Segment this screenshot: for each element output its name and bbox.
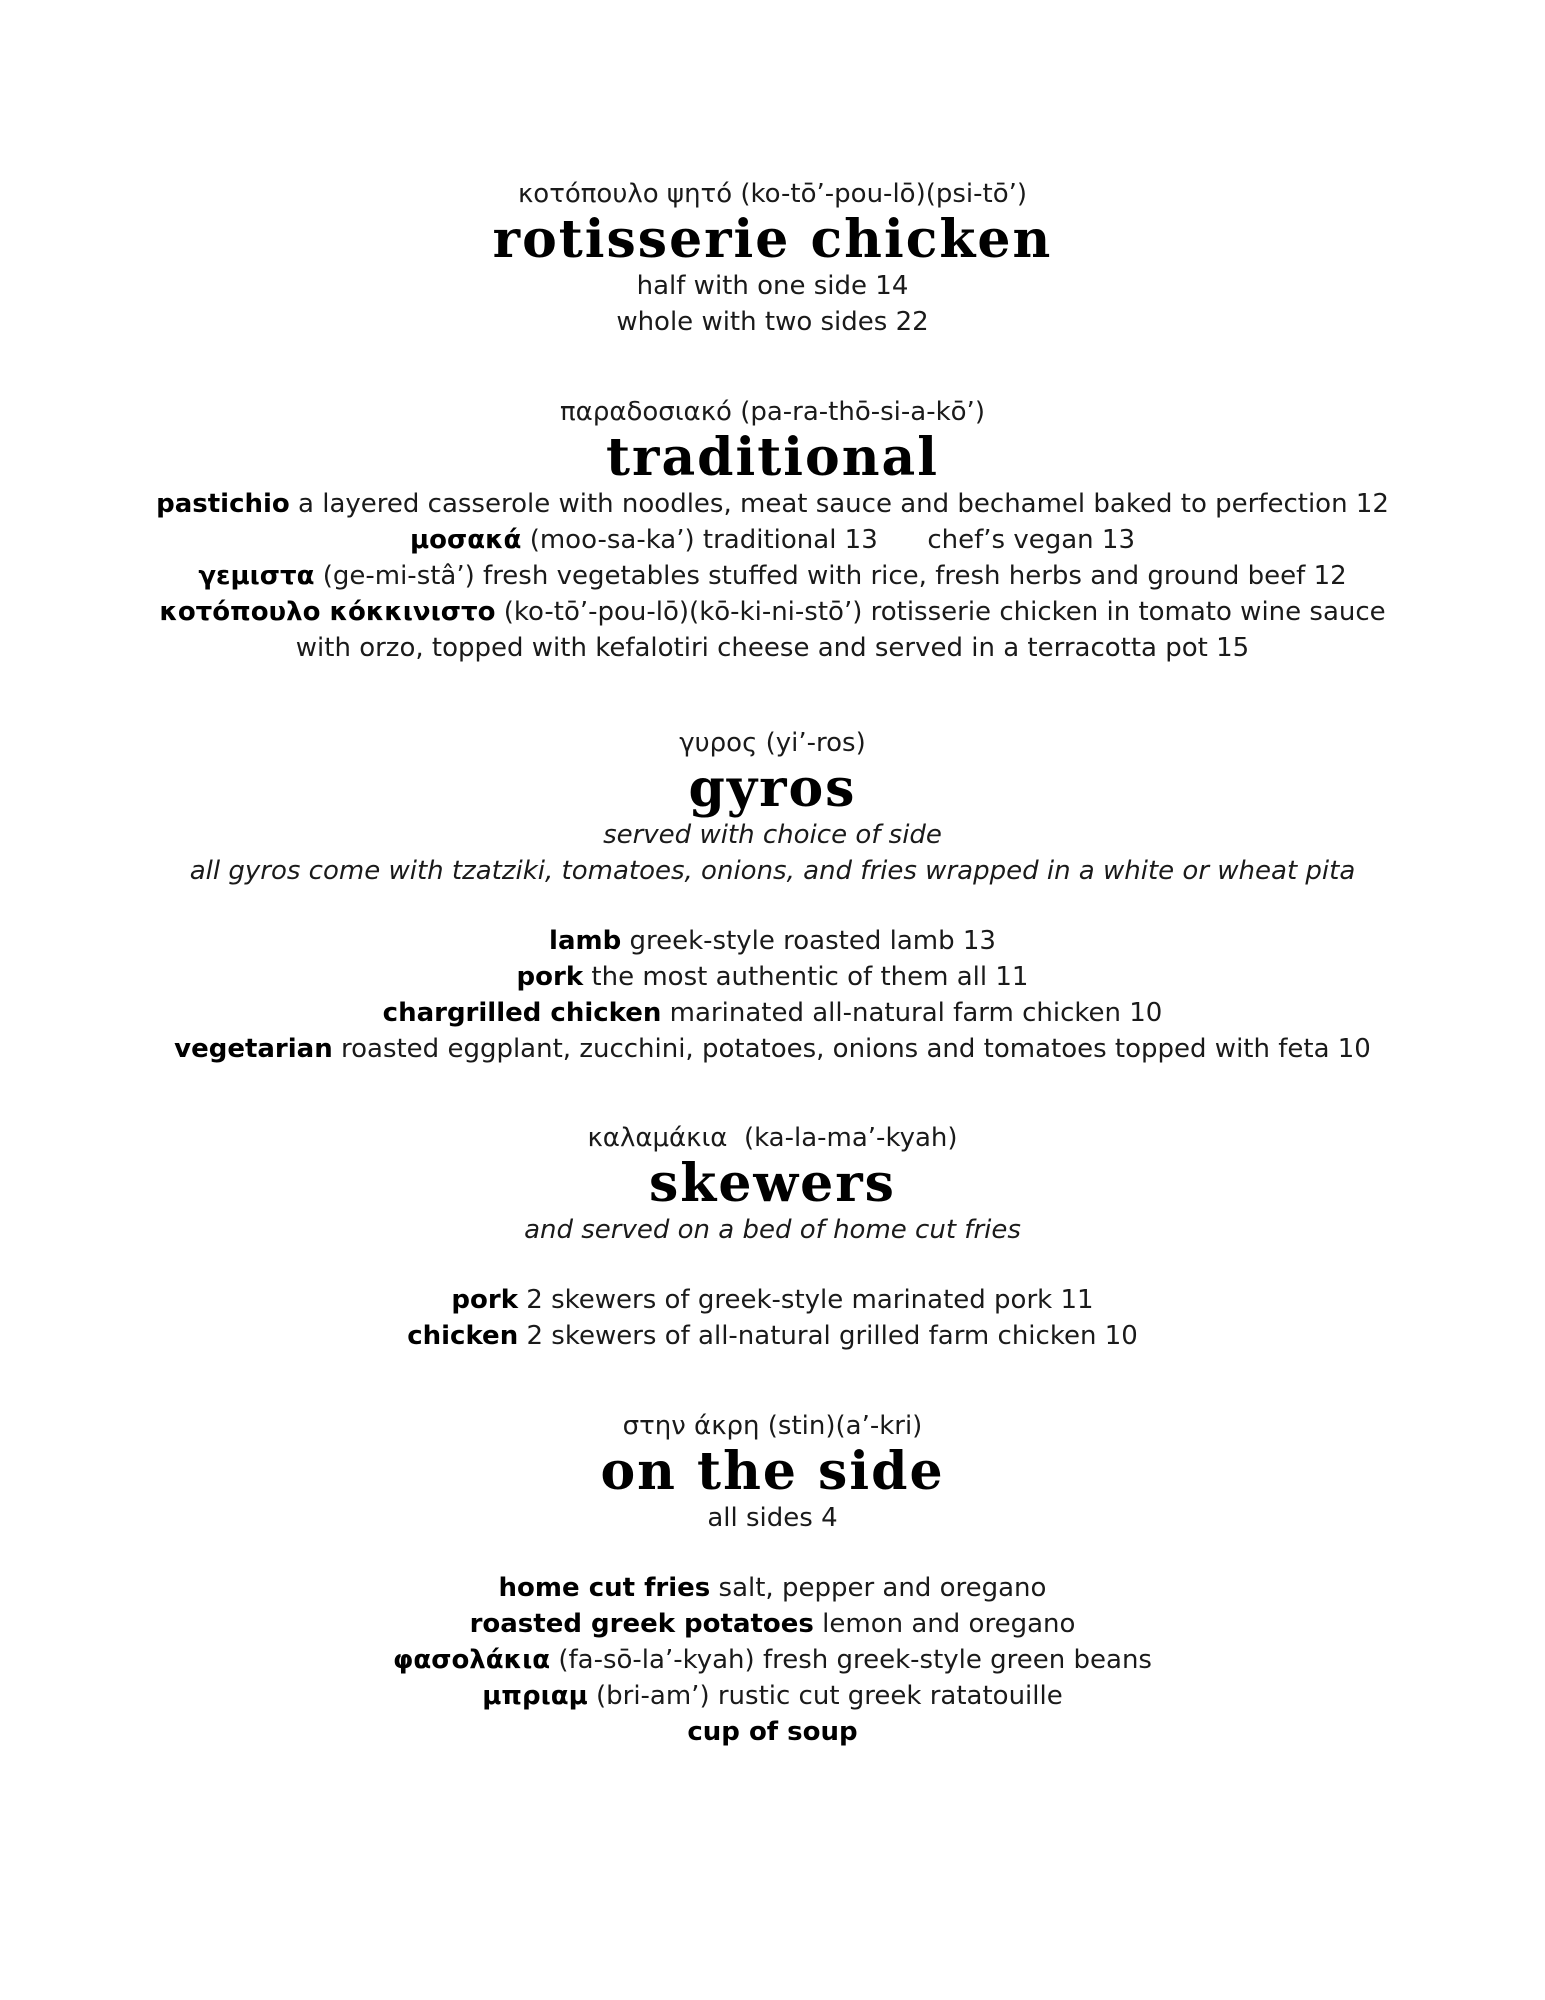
- item-name: chicken: [407, 1321, 519, 1351]
- menu-item: [0, 959, 1545, 995]
- item-description: a layered casserole with noodles, meat sauce and bechamel baked to perfection 12: [289, 489, 1389, 519]
- section-traditional: [0, 394, 1545, 666]
- menu-item: [0, 1282, 1545, 1318]
- item-description: marinated all-natural farm chicken 10: [661, 998, 1163, 1028]
- item-name: chargrilled chicken: [382, 998, 662, 1028]
- section-title: traditional: [606, 427, 939, 488]
- section-greek-name: γυρος (yi’-ros): [679, 728, 866, 758]
- item-description: (ge-mi-stâ’) fresh vegetables stuffed with rice, fresh herbs and ground beef 12: [314, 561, 1347, 591]
- menu-item: [0, 1714, 1545, 1750]
- menu-item: [0, 1606, 1545, 1642]
- menu-item: [0, 995, 1545, 1031]
- item-name: μοσακά: [409, 525, 522, 555]
- section-note: served with choice of side: [603, 820, 942, 850]
- section-on-the-side: [0, 1408, 1545, 1750]
- section-greek-name: κοτόπουλο ψητό (ko-tō’-pou-lō)(psi-tō’): [517, 179, 1028, 209]
- item-name: pork: [516, 962, 584, 992]
- item-name: pastichio: [156, 489, 290, 519]
- item-description: lemon and oregano: [813, 1609, 1076, 1639]
- section-greek-name: παραδοσιακό (pa-ra-thō-si-a-kō’): [560, 397, 985, 427]
- item-description: the most authentic of them all 11: [583, 962, 1029, 992]
- menu-item: [0, 1318, 1545, 1354]
- item-description: (moo-sa-ka’) traditional 13 chef’s vegan 13: [521, 525, 1136, 555]
- menu-item: [0, 1031, 1545, 1067]
- section-title: on the side: [600, 1441, 945, 1502]
- item-description: 2 skewers of greek-style marinated pork 11: [518, 1285, 1094, 1315]
- price-line: half with one side 14: [636, 271, 909, 301]
- section-skewers: [0, 1120, 1545, 1354]
- section-title: gyros: [688, 758, 857, 819]
- item-name: φασολάκια: [393, 1645, 551, 1675]
- section-title: skewers: [649, 1153, 896, 1214]
- menu-item: [0, 522, 1545, 558]
- item-description: (ko-tō’-pou-lō)(kō-ki-ni-stō’) rotisserie chicken in tomato wine sauce: [495, 597, 1386, 627]
- item-description: salt, pepper and oregano: [710, 1573, 1047, 1603]
- item-name: lamb: [549, 926, 622, 956]
- item-name: vegetarian: [174, 1034, 333, 1064]
- item-name: γεμιστα: [198, 561, 315, 591]
- menu-item: [0, 1570, 1545, 1606]
- section-note: and served on a bed of home cut fries: [524, 1215, 1021, 1245]
- menu-item: [0, 923, 1545, 959]
- item-description: roasted eggplant, zucchini, potatoes, onions and tomatoes topped with feta 10: [332, 1034, 1371, 1064]
- section-greek-name: στην άκρη (stin)(a’-kri): [622, 1411, 923, 1441]
- menu-item: [0, 558, 1545, 594]
- menu-item: [0, 486, 1545, 522]
- section-gyros: [0, 725, 1545, 1067]
- item-description: (fa-sō-la’-kyah) fresh greek-style green beans: [550, 1645, 1152, 1675]
- item-description: (bri-am’) rustic cut greek ratatouille: [587, 1681, 1063, 1711]
- item-description: greek-style roasted lamb 13: [621, 926, 996, 956]
- item-name: pork: [451, 1285, 519, 1315]
- section-title: rotisserie chicken: [492, 209, 1053, 270]
- item-name: κοτόπουλο κόκκινιστο: [159, 597, 496, 627]
- item-name: roasted greek potatoes: [469, 1609, 814, 1639]
- menu-item: [0, 1678, 1545, 1714]
- item-description-continued: with orzo, topped with kefalotiri cheese and served in a terracotta pot 15: [295, 633, 1250, 663]
- menu-item: [0, 594, 1545, 630]
- section-greek-name: καλαμάκια (ka-la-ma’-kyah): [587, 1123, 958, 1153]
- menu-item: [0, 1642, 1545, 1678]
- price-line: all sides 4: [707, 1503, 838, 1533]
- price-line: whole with two sides 22: [616, 307, 929, 337]
- item-description: 2 skewers of all-natural grilled farm chicken 10: [518, 1321, 1138, 1351]
- section-rotisserie-chicken: [0, 176, 1545, 340]
- item-name: cup of soup: [687, 1717, 858, 1747]
- section-note: all gyros come with tzatziki, tomatoes, onions, and fries wrapped in a white or wheat pita: [189, 856, 1356, 886]
- item-name: μπριαμ: [482, 1681, 588, 1711]
- item-name: home cut fries: [498, 1573, 711, 1603]
